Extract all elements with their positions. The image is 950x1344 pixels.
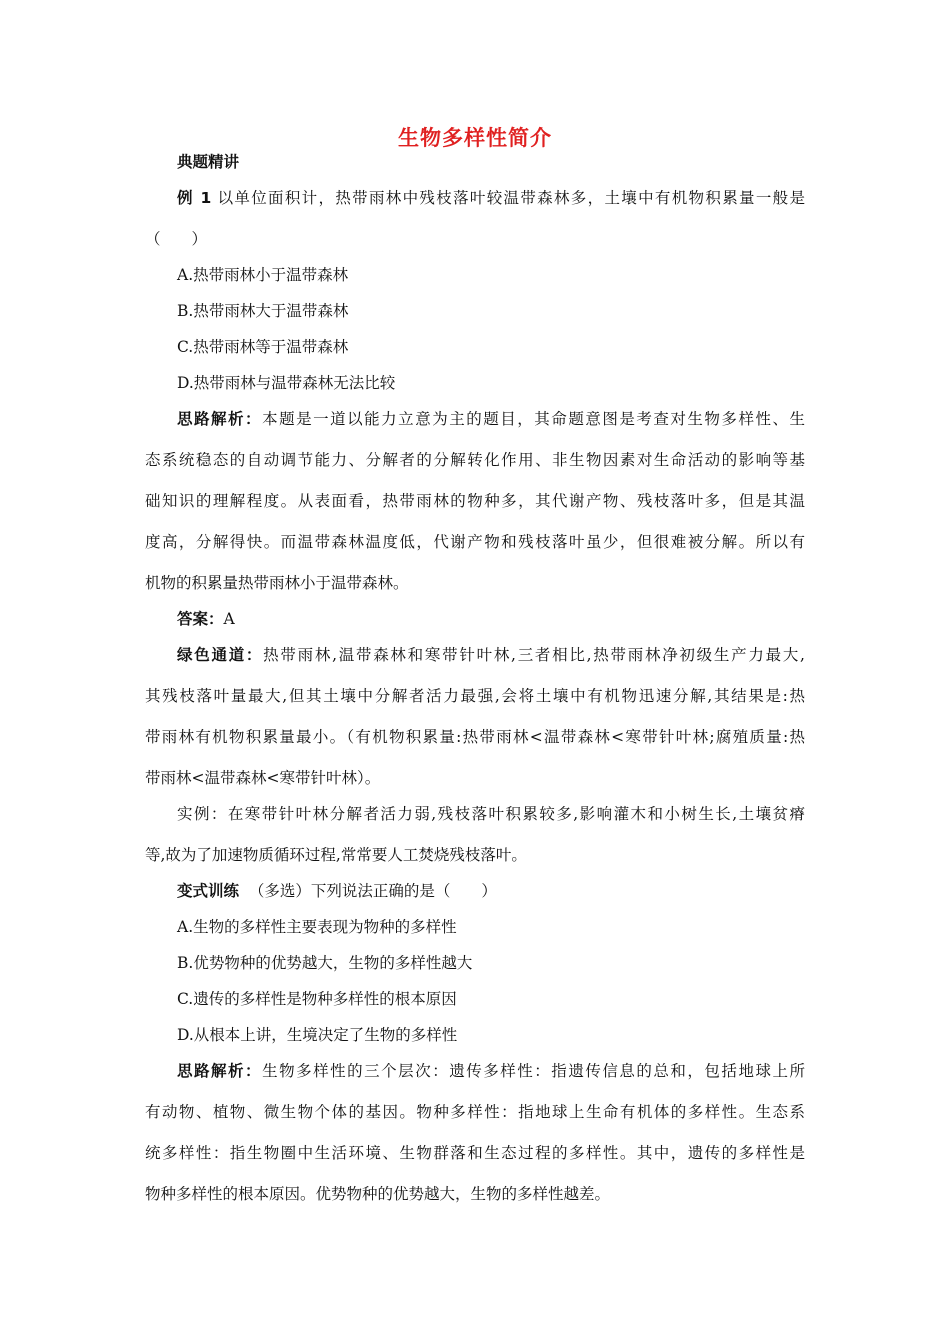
green-line-1 <box>177 645 805 665</box>
green-label: 绿色通道： <box>177 646 264 664</box>
green-line-4: 带雨林<温带森林<寒带针叶林）。 <box>145 769 381 787</box>
green-text-1: 热带雨林,温带森林和寒带针叶林,三者相比,热带雨林净初级生产力最大, <box>263 646 805 664</box>
analysis2-line-4: 物种多样性的根本原因。优势物种的优势越大，生物的多样性越差。 <box>145 1185 611 1203</box>
instance-line-2: 等,故为了加速物质循环过程,常常要人工焚烧残枝落叶。 <box>145 846 527 864</box>
example-option-b: B.热带雨林大于温带森林 <box>177 302 349 320</box>
answer-line <box>177 609 235 629</box>
analysis1-line-4: 度高，分解得快。而温带森林温度低，代谢产物和残枝落叶虽少，但很难被分解。所以有 <box>145 533 805 551</box>
analysis2-line-2: 有动物、植物、微生物个体的基因。物种多样性：指地球上生命有机体的多样性。生态系 <box>145 1103 805 1121</box>
analysis1-line-1 <box>177 409 805 429</box>
variant-question-line <box>177 881 497 901</box>
green-line-3: 带雨林有机物积累量最小。（有机物积累量:热带雨林<温带森林<寒带针叶林;腐殖质量:热 <box>145 728 805 746</box>
example-question-line-1 <box>177 188 805 208</box>
variant-option-b: B.优势物种的优势越大，生物的多样性越大 <box>177 954 473 972</box>
variant-option-d: D.从根本上讲，生境决定了生物的多样性 <box>177 1026 458 1044</box>
example-label: 例 1 <box>177 189 212 207</box>
analysis2-line-3: 统多样性：指生物圈中生活环境、生物群落和生态过程的多样性。其中，遗传的多样性是 <box>145 1144 805 1162</box>
variant-question-text: （多选）下列说法正确的是（ ） <box>248 882 497 900</box>
analysis1-line-2: 态系统稳态的自动调节能力、分解者的分解转化作用、非生物因素对生命活动的影响等基 <box>145 451 805 469</box>
section-heading: 典题精讲 <box>177 153 240 171</box>
example-question-text: 以单位面积计，热带雨林中残枝落叶较温带森林多，土壤中有机物积累量一般是 <box>217 189 805 207</box>
variant-option-c: C.遗传的多样性是物种多样性的根本原因 <box>177 990 457 1008</box>
instance-line-1: 实例：在寒带针叶林分解者活力弱,残枝落叶积累较多,影响灌木和小树生长,土壤贫瘠 <box>177 805 805 823</box>
analysis2-label: 思路解析： <box>177 1062 263 1080</box>
example-option-d: D.热带雨林与温带森林无法比较 <box>177 374 396 392</box>
green-line-2: 其残枝落叶量最大,但其土壤中分解者活力最强,会将土壤中有机物迅速分解,其结果是:热 <box>145 687 805 705</box>
analysis1-line-3: 础知识的理解程度。从表面看，热带雨林的物种多，其代谢产物、残枝落叶多，但是其温 <box>145 492 805 510</box>
answer-label: 答案： <box>177 610 224 628</box>
variant-option-a: A.生物的多样性主要表现为物种的多样性 <box>177 918 457 936</box>
analysis1-line-5: 机物的积累量热带雨林小于温带森林。 <box>145 574 409 592</box>
analysis2-line-1 <box>177 1061 805 1081</box>
analysis1-label: 思路解析： <box>177 410 263 428</box>
answer-value: A <box>223 610 235 628</box>
page-title: 生物多样性简介 <box>398 126 552 150</box>
analysis2-text-1: 生物多样性的三个层次：遗传多样性：指遗传信息的总和，包括地球上所 <box>262 1062 805 1080</box>
example-question-line-2: （ ） <box>145 230 208 248</box>
example-option-a: A.热带雨林小于温带森林 <box>177 266 349 284</box>
analysis1-text-1: 本题是一道以能力立意为主的题目，其命题意图是考查对生物多样性、生 <box>262 410 805 428</box>
example-option-c: C.热带雨林等于温带森林 <box>177 338 349 356</box>
variant-label: 变式训练 <box>177 882 240 900</box>
